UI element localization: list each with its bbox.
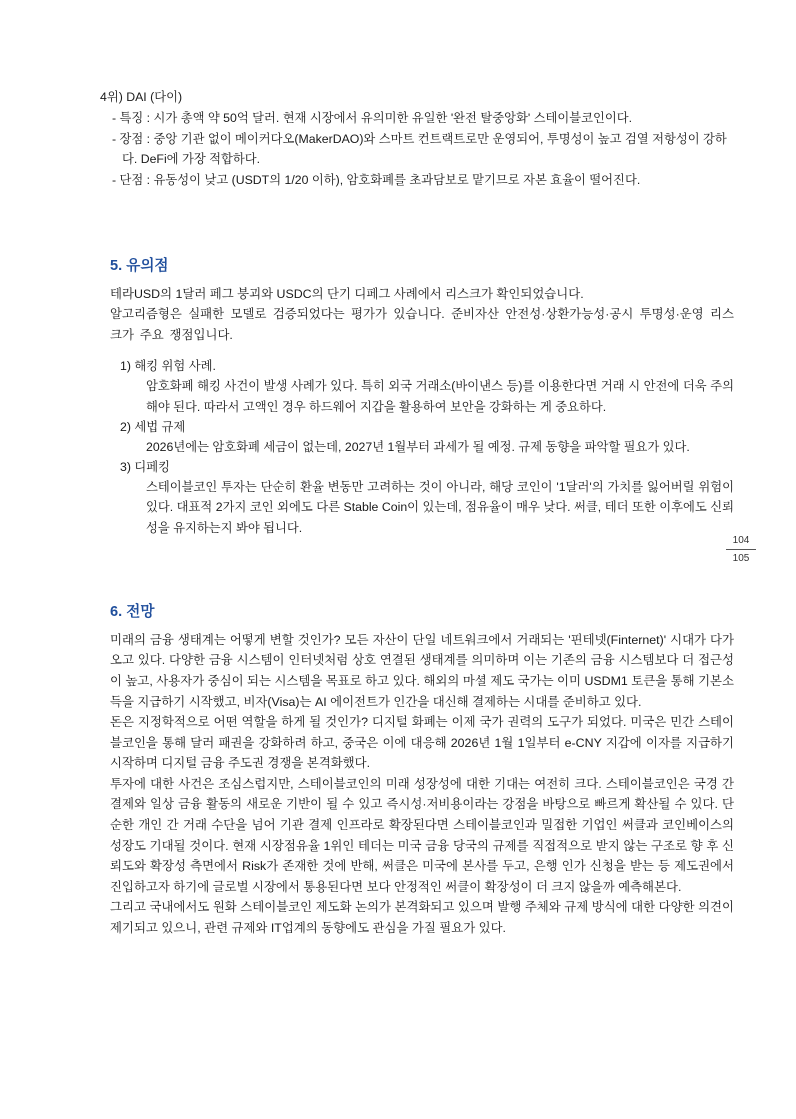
page-number-top: 104 bbox=[726, 533, 756, 550]
page-number-bottom: 105 bbox=[732, 553, 750, 564]
spacer bbox=[74, 192, 734, 254]
dai-section bbox=[74, 88, 734, 191]
section-5-intro-1: 테라USD의 1달러 페그 붕괴와 USDC의 단기 디페그 사례에서 리스크가 확인되었습니다. bbox=[110, 286, 584, 301]
section-6 bbox=[74, 600, 734, 939]
outlook-paragraph-4: 그리고 국내에서도 원화 스테이블코인 제도화 논의가 본격화되고 있으며 발행 주체와 규제 방식에 대한 다양한 의견이 제기되고 있으니, 관련 규제와 IT업계의 동향에도 관심을 가질 필요가 있다. bbox=[110, 900, 734, 936]
outlook-paragraph-2: 돈은 지정학적으로 어떤 역할을 하게 될 것인가? 디지털 화폐는 이제 국가 권력의 도구가 되었다. 미국은 민간 스테이블코인을 통해 달러 패권을 강화하려 하고, 중국은 이에 대응해 2026년 1월 1일부터 e-CNY 지갑에 이자를 지급하기 시작하며 디지털 금융 주도권 경쟁을 본격화했다. bbox=[110, 715, 734, 771]
outlook-paragraph-1: 미래의 금융 생태계는 어떻게 변할 것인가? 모든 자산이 단일 네트워크에서 거래되는 '핀테넷(Finternet)' 시대가 다가오고 있다. 다양한 금융 시스템이 인터넷처럼 상호 연결된 생태계를 의미하며 이는 기존의 금융 시스템보다 더 접근성이 높고, 사용자가 중심이 되는 시스템을 목표로 하고 있다. 해외의 마셜 제도 국가는 이미 USDM1 토큰을 통해 기본소득을 지급하기 시작했고, 비자(Visa)는 AI 에이전트가 인간을 대신해 결제하는 시대를 준비하고 있다. bbox=[110, 632, 734, 709]
dai-bullet-feature: - 특징 : 시가 총액 약 50억 달러. 현재 시장에서 유의미한 유일한 '완전 탈중앙화' 스테이블코인이다. bbox=[112, 110, 633, 125]
risk-item-2-body: 2026년에는 암호화폐 세금이 없는데, 2027년 1월부터 과세가 될 예정. 규제 동향을 파악할 필요가 있다. bbox=[146, 439, 690, 454]
spacer bbox=[74, 345, 734, 356]
section-5-intro-2: 알고리즘형은 실패한 모델로 검증되었다는 평가가 있습니다. 준비자산 안전성·상환가능성·공시 투명성·운영 리스크가 주요 쟁점입니다. bbox=[110, 307, 734, 342]
risk-item-3-body: 스테이블코인 투자는 단순히 환율 변동만 고려하는 것이 아니라, 해당 코인이 '1달러'의 가치를 잃어버릴 위험이 있다. 대표적 2가지 코인 외에도 다른 Stable Coin이 있는데, 점유율이 매우 낮다. 써클, 테더 또한 이후에도 신뢰성을 유지하는지 봐야 됩니다. bbox=[146, 480, 734, 535]
outlook-paragraph-3: 투자에 대한 사건은 조심스럽지만, 스테이블코인의 미래 성장성에 대한 기대는 여전히 크다. 스테이블코인은 국경 간 결제와 일상 금융 활동의 새로운 기반이 될 수 있고 즉시성·저비용이라는 강점을 바탕으로 빠르게 확산될 수 있다. 단순한 개인 간 거래 수단을 넘어 기관 결제 인프라로 확장된다면 스테이블코인과 밀접한 기업인 써클과 코인베이스의 성장도 기대될 것이다. 현재 시장점유율 1위인 테더는 미국 금융 당국의 규제를 직접적으로 받지 않는 구조로 향 후 신뢰도와 확장성 측면에서 Risk가 존재한 것에 반해, 써클은 미국에 본사를 두고, 은행 인가 신청을 받는 등 제도권에서 진입하고자 하기에 글로벌 시장에서 통용된다면 보다 안정적인 써클이 확장성이 더 크지 않을까 예측해본다. bbox=[110, 776, 734, 894]
risk-item-1-body: 암호화폐 해킹 사건이 발생 사례가 있다. 특히 외국 거래소(바이낸스 등)를 이용한다면 거래 시 안전에 더욱 주의해야 된다. 따라서 고액인 경우 하드웨어 지갑을 활용하여 보안을 강화하는 게 중요하다. bbox=[146, 379, 734, 414]
section-5 bbox=[74, 254, 734, 538]
risk-item-1-label: 1) 해킹 위험 사례. bbox=[120, 359, 216, 374]
spacer bbox=[74, 538, 734, 600]
section-6-heading: 6. 전망 bbox=[110, 603, 155, 620]
dai-bullet-pros: - 장점 : 중앙 기관 없이 메이커다오(MakerDAO)와 스마트 컨트랙트로만 운영되어, 투명성이 높고 검열 저항성이 강하다. DeFi에 가장 적합하다. bbox=[112, 131, 727, 166]
risk-item-2-label: 2) 세법 규제 bbox=[120, 419, 186, 434]
section-5-heading: 5. 유의점 bbox=[110, 257, 169, 274]
risk-item-3-label: 3) 디페킹 bbox=[120, 460, 170, 475]
dai-title: 4위) DAI (다이) bbox=[100, 90, 183, 104]
dai-bullet-cons: - 단점 : 유동성이 낮고 (USDT의 1/20 이하), 암호화폐를 초과담보로 맡기므로 자본 효율이 떨어진다. bbox=[112, 172, 641, 187]
page-number-marker bbox=[726, 533, 756, 566]
